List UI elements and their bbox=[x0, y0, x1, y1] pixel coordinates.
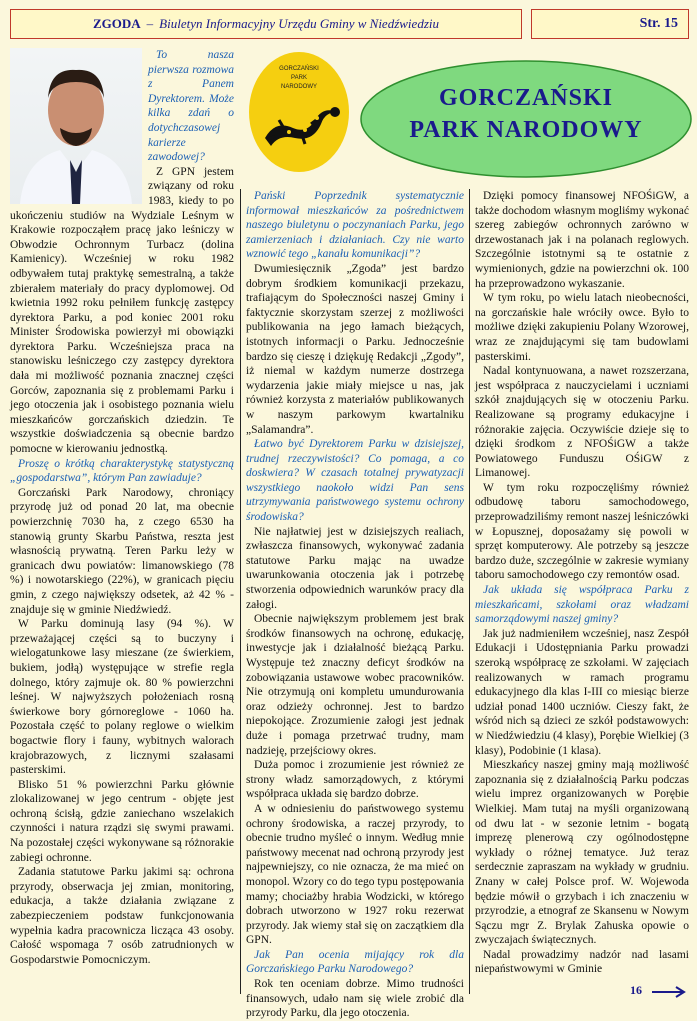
interview-question: Jak Pan ocenia mijający rok dla Gorczańskiego Parku Narodowego? bbox=[246, 948, 464, 976]
interview-answer: Z GPN jestem związany od roku 1983, kiedy to po ukończeniu studiów na Wydziale Leśnym w Krakowie rozpocząłem pracę jako leśniczy w Obwodzie Ochronnym Turbacz (dolina Kamienicy). Wcześniej w roku 1982 odbywałem tutaj praktykę semestralną, a także zbierałem materiały do pracy dyplomowej. Od kwietnia 1992 roku pełniłem funkcję zastępcy dyrektora Parku, a pod koniec 2001 roku Minister Środowiska powierzył mi obowiązki dyrektora Parku. Wcześniejsza praca na stanowisku leśniczego czy zastępcy dyrektora dała mi możliwość poznania znacznej części Gorców, zapoznania się z problemami Parku i jego otoczenia jak i osobistego poznania wielu mieszkańców gorczańskich dziedzin. Te wszystkie doświadczenia są obecnie bardzo pomocne w kierowaniu jednostką. bbox=[10, 165, 234, 456]
interview-question: Pański Poprzednik systematycznie informował mieszkańców za pośrednictwem naszego biuletynu o poczynaniach Parku, jego zamierzeniach i działaniach. Czy nie warto wznowić tego „kanału komunikacji”? bbox=[246, 190, 464, 261]
interview-answer: W tym roku rozpoczęliśmy również odbudowę taboru samochodowego, przeprowadziliśmy remont naszej leśniczówki w Łopusznej, doposażamy się powoli w sprzęt komputerowy. Ale potrzeby są jeszcze bardzo duże, szczególnie w zakresie wymiany taboru samochodowego czy remontów osad. bbox=[475, 481, 689, 582]
page-number: 16 bbox=[630, 983, 642, 997]
interview-question: To nasza pierwsza rozmowa z Panem Dyrektorem. Może kilka zdań o dotychczasowej karierze zawodowej? bbox=[148, 49, 234, 164]
interview-answer: Dzięki pomocy finansowej NFOŚiGW, a także dochodom własnym mogliśmy wykonać szereg zabiegów ochronnych zarówno w drzewostanach jak i na polanach reglowych. Szczególnie istotnymi są te ostatnie z wymienionych, gdzie na powierzchni ok. 100 ha przeprowadzono wykaszanie. bbox=[475, 190, 689, 290]
interview-answer: Blisko 51 % powierzchni Parku głównie zlokalizowanej w jego centrum - objęte jest ochroną ścisłą, gdzie zaniechano wszelakich czynności i natura rządzi się swymi prawami. Na pozostałej części wykonywane są różnorakie zabiegi ochronne. bbox=[10, 778, 234, 864]
newsletter-subtitle: Biuletyn Informacyjny Urzędu Gminy w Niedźwiedziu bbox=[159, 16, 439, 31]
header-separator: – bbox=[146, 16, 154, 31]
interview-answer: Jak już nadmieniłem wcześniej, nasz Zespół Edukacji i Udostępniania Parku prowadzi szeroką współpracę ze szkołami. W zajęciach realizowanych w ramach programu edukacyjnego dla klas I-III co miesiąc bierze udział ponad 1400 uczniów. Cieszy fakt, że wśród nich są dzieci ze szkół podstawowych: w Niedźwiedziu (4 klasy), Porębie Wielkiej (3 klasy), Podobinie (1 klasa). bbox=[475, 627, 689, 757]
column-1 bbox=[10, 48, 234, 988]
svg-text:PARK: PARK bbox=[291, 75, 307, 81]
interview-question: Łatwo być Dyrektorem Parku w dzisiejszej, trudnej rzeczywistości? Co pomaga, a co doskwiera? W czasach totalnej prywatyzacji wszystkiego naokoło widzi Pan sens utrzymywania państwowego systemu ochrony środowiska? bbox=[246, 438, 464, 524]
svg-text:GORCZAŃSKI: GORCZAŃSKI bbox=[279, 66, 319, 72]
director-photo bbox=[10, 48, 142, 204]
newsletter-name: ZGODA bbox=[93, 16, 141, 31]
interview-answer: A w odniesieniu do państwowego systemu ochrony środowiska, a raczej przyrody, to obecnie trudno myśleć o innym. Według mnie państwowy mecenat nad ochroną przyrody jest najpewniejszy, co nie oznacza, że ma mieć on monopol. Wzory co do tego typu postępowania mamy; chociażby hrabia Wodzicki, w którego dobrach utworzono w 1927 roku rezerwat przyrody. Jak wiemy stał się on zaczątkiem dla GPN. bbox=[246, 802, 464, 947]
title-line-1: GORCZAŃSKI bbox=[438, 85, 614, 111]
salamander-logo-icon bbox=[245, 50, 353, 180]
interview-answer: Nadal prowadzimy nadzór nad lasami niepaństwowymi w Gminie bbox=[475, 948, 689, 976]
interview-answer: Mieszkańcy naszej gminy mają możliwość zapoznania się z działalnością Parku podczas wielu imprez organizowanych w Porębie Wielkiej. Mam tutaj na myśli organizowaną od dwu lat - w sezonie letnim - bogatą imprezę plenerową czy ogólnodostępne wykłady o różnej tematyce. Już teraz serdecznie zapraszam na wykłady w grudniu. Znany w całej Polsce prof. W. Wojewoda będzie mówił o grzybach i ich znaczeniu w przyrodzie, a etnograf ze Skansenu w Nowym Sączu mgr Z. Brylak Zahuska opowie o zwyczajach świątecznych. bbox=[475, 759, 689, 947]
interview-answer: Nie najłatwiej jest w dzisiejszych realiach, zwłaszcza finansowych, wykonywać zadania statutowe Parku mając na uwadze uwarunkowania otoczenia jak i potrzebę stworzenia odpowiednich warunków pracy dla załogi. bbox=[246, 525, 464, 611]
column-divider bbox=[240, 189, 241, 994]
interview-answer: Nadal kontynuowana, a nawet rozszerzana, jest współpraca z nauczycielami i uczniami szkół znajdujących się w otoczeniu Parku. Realizowane są programy edukacyjne i różnorakie zajęcia. Oczywiście dzieje się to dzięki środkom z NFOŚiGW a także Powiatowego Funduszu OŚiGW z Limanowej. bbox=[475, 365, 689, 480]
interview-answer: Zadania statutowe Parku jakimi są: ochrona przyrody, obserwacja jej zmian, monitoring, edukacja, a także działania związane z zabezpieczeniem podstaw funkcjonowania wypełnia kadra pracownicza licząca 43 osoby. Całość wspomaga 7 osób zatrudnionych w Gospodarstwie Pomocniczym. bbox=[10, 866, 234, 966]
header-bar bbox=[10, 9, 522, 39]
column-2 bbox=[246, 189, 464, 1020]
interview-answer: Gorczański Park Narodowy, chroniący przyrodę już od ponad 20 lat, ma obecnie powierzchnię 7030 ha, z czego 6530 ha stanowią grunty Skarbu Państwa, reszta jest własnością prywatną. Teren Parku leży w granicach dwu powiatów: limanowskiego (78 %) i nowotarskiego (22%), w granicach pięciu gmin, z czego największy odsetek, aż 42 % - znajduje się w gminie Niedźwiedź. bbox=[10, 486, 234, 616]
park-logo bbox=[245, 50, 353, 180]
column-divider bbox=[469, 189, 470, 994]
title-line-2: PARK NARODOWY bbox=[409, 117, 643, 143]
title-banner bbox=[358, 58, 694, 180]
interview-answer: W tym roku, po wielu latach nieobecności, na gorczańskie hale wróciły owce. Było to możliwe dzięki zakupieniu Polany Wzorowej, wraz ze znajdującymi się tam budowlami pasterskimi. bbox=[475, 292, 689, 363]
interview-answer: Obecnie największym problemem jest brak środków finansowych na ochronę, edukację, inwestycje jak i działalność bieżącą Parku. Występuje też znaczny deficyt środków na zobowiązania ustawowe wobec pracowników. Nie otrzymują oni kompletu umundurowania oraz odzieży ochronnej. Jest to bardzo niepokojące. Zrozumienie załogi jest jednak duże i pomaga przetrwać trudny, mam nadzieję, przejściowy okres. bbox=[246, 613, 464, 757]
interview-question: Jak układa się współpraca Parku z mieszkańcami, szkołami oraz władzami samorządowymi naszej gminy? bbox=[475, 584, 689, 626]
interview-answer: Rok ten oceniam dobrze. Mimo trudności finansowych, udało nam się wiele zrobić dla przyrody Parku, dla jego otoczenia. bbox=[246, 978, 464, 1020]
svg-text:NARODOWY: NARODOWY bbox=[281, 84, 317, 90]
page-label: Str. 15 bbox=[531, 9, 689, 39]
interview-answer: Duża pomoc i zrozumienie jest również ze strony władz samorządowych, z którymi współpraca układa się bardzo dobrze. bbox=[246, 759, 464, 801]
column-3 bbox=[475, 189, 689, 994]
interview-answer: W Parku dominują lasy (94 %). W przeważającej części są to buczyny i wielogatunkowe lasy mieszane (ze świerkiem, bukiem, jodłą) występujące w strefie regla dolnego, który zajmuje ok. 80 % powierzchni leśnej. W najwyższych położeniach rosną świerkowe bory górnoreglowe - 1060 ha. Pozostała część to polany reglowe o wielkim bogactwie flory i fauny, wybitnych walorach krajobrazowych, z licznymi szałasami pasterskimi. bbox=[10, 618, 234, 777]
article-title bbox=[358, 82, 694, 146]
interview-answer: Dwumiesięcznik „Zgoda” jest bardzo dobrym środkiem komunikacji przekazu, trafiającym do Społeczności naszej Gminy i faktycznie skorzystam szerzej z możliwości publikowania na jego łamach bieżących, istotnych informacji o Parku. Jednocześnie bardzo się cieszę i dziękuję Redakcji „Zgody”, iż niemal w każdym numerze dostrzega wydarzenia jakie miały miejsce u nas, jak również korzysta z materiałów publikowanych w naszym parkowym kwartalniku „Salamandra”. bbox=[246, 262, 464, 436]
interview-question: Proszę o krótką charakterystykę statystyczną „gospodarstwa”, którym Pan zawiaduje? bbox=[10, 457, 234, 485]
